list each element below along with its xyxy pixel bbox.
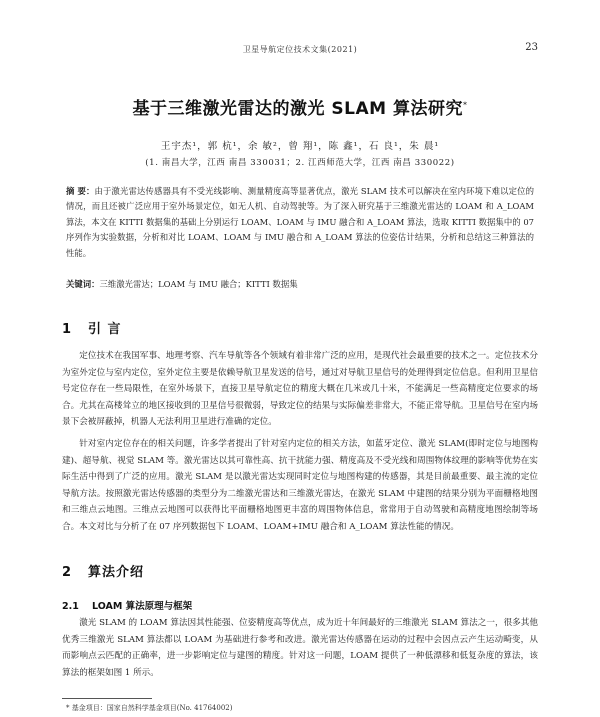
subsection-title: LOAM 算法原理与框架: [92, 601, 193, 612]
affiliation: (1. 南昌大学，江西 南昌 330031；2. 江西师范大学，江西 南昌 330022): [145, 158, 455, 168]
section-title: 算法介绍: [88, 565, 145, 580]
paragraph: 激光 SLAM 的 LOAM 算法因其性能强、位姿精度高等优点，成为近十年间最好的三维激光 SLAM 算法之一，很多其他优秀三维激光 SLAM 算法都以 LOAM 为基础进行参考和改进。激光雷达传感器在运动的过程中会因点云产生运动畸变，从而影响点云匹配的正确率，进一步影响定位与建图的精度。针对这一问题，LOAM 提供了一种低漂移和低复杂度的算法，该算法的框架如图 1 所示。: [62, 618, 538, 678]
paragraph: 定位技术在我国军事、地理考察、汽车导航等各个领域有着非常广泛的应用，是现代社会最重要的技术之一。定位技术分为室外定位与室内定位，室外定位主要是依赖导航卫星发送的信号，通过对导航卫星信号的处理得到定位信息。但利用卫星信号定位存在一些局限性，在室外场景下，直接卫星导航定位的精度大概在几米或几十米，不能满足一些高精度定位要求的场合。尤其在高楼耸立的地区接收到的卫星信号很微弱，导致定位的结果与实际偏差非常大，不能正常导航。卫星信号在室内场景下会被屏蔽掉，机器人无法利用卫星进行准确的定位。: [62, 351, 538, 428]
subsection-heading: [62, 598, 192, 612]
abstract: [66, 184, 534, 261]
title-footnote-mark: *: [463, 100, 468, 110]
paper-title: [0, 94, 600, 119]
section-title: 引 言: [88, 322, 122, 337]
title-text: 基于三维激光雷达的激光 SLAM 算法研究: [132, 99, 463, 119]
section-number: 2: [62, 565, 73, 580]
keywords: [66, 277, 534, 291]
author-list: 王宇杰¹，郭 杭¹，余 敏²，曾 翔¹，陈 鑫¹，石 良¹，朱 晨¹: [160, 141, 440, 152]
subsection-number: 2.1: [62, 601, 79, 612]
section-heading-introduction: [62, 318, 122, 337]
keywords-text: 三维激光雷达；LOAM 与 IMU 融合；KITTI 数据集: [99, 279, 298, 289]
section-heading-algorithm: [62, 561, 144, 580]
keywords-label: 关键词：: [66, 279, 100, 289]
section-number: 1: [62, 322, 73, 337]
footnote: * 基金项目：国家自然科学基金项目(No. 41764002): [66, 704, 233, 712]
abstract-text: 由于激光雷达传感器具有不受光线影响、测量精度高等显著优点，激光 SLAM 技术可以解决在室内环境下难以定位的情况，而且还被广泛应用于室外场景定位，如无人机、自动驾驶等。为了深入研究基于三维激光雷达的 LOAM 和 A_LOAM 算法，本文在 KITTI 数据集的基础上分别运行 LOAM、LOAM 与 IMU 融合和 A_LOAM 算法，选取 KITTI 数据集中的 07 序列作为实验数据，分析和对比 LOAM、LOAM 与 IMU 融合和 A_LOAM 算法的位姿估计结果，分析和总结这三种算法的性能。: [66, 186, 534, 258]
abstract-label: 摘 要：: [66, 186, 95, 196]
paragraph: 针对室内定位存在的相关问题，许多学者提出了针对室内定位的相关方法，如蓝牙定位、激光 SLAM(即时定位与地图构建)、超导航、视觉 SLAM 等。激光雷达以其可靠性高、抗干扰能力强、精度高及不受光线和周围物体纹理的影响等优势在实际生活中得到了广泛的应用。激光 SLAM 是以激光雷达实现同时定位与地图构建的传感器，其是目前最重要、最主流的定位导航方法。按照激光雷达传感器的类型分为二维激光雷达和三维激光雷达，在激光 SLAM 中建图的结果分别为平面栅格地图和三维点云地图。三维点云地图可以获得比平面栅格地图更丰富的周围物体信息，常常用于自动驾驶和高精度地图绘制等场合。本文对比与分析了在 07 序列数据包下 LOAM、LOAM+IMU 融合和 A_LOAM 算法性能的情况。: [62, 439, 538, 532]
running-head: 卫星导航定位技术文集(2021): [242, 45, 358, 54]
page-number: 23: [525, 42, 538, 53]
footnote-divider: [62, 698, 152, 699]
